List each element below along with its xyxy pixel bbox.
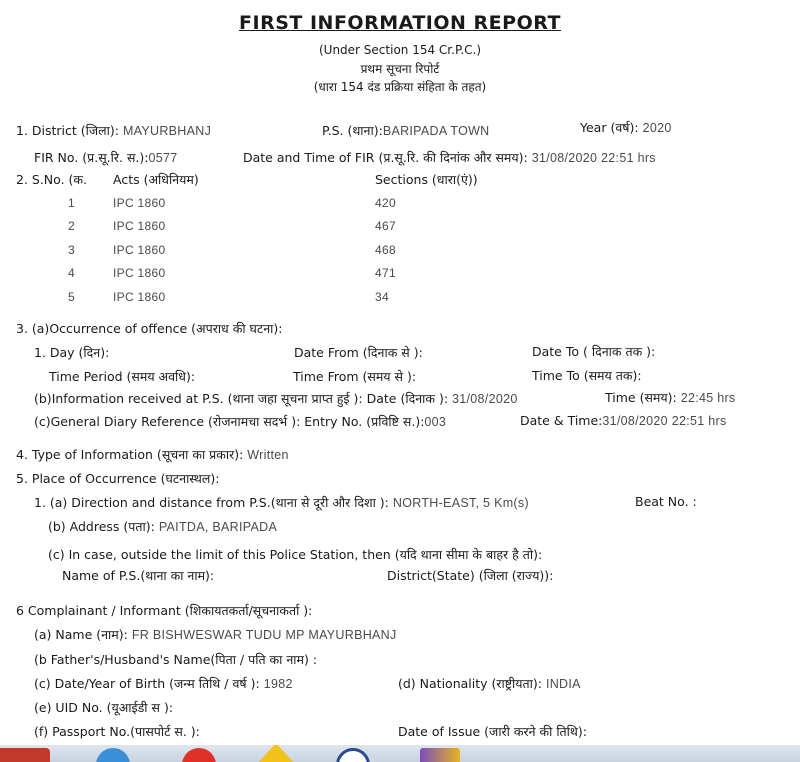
police-station-label: P.S. (थाना): [322, 123, 383, 138]
passport-issue-date-label: Date of Issue (जारी करने की तिथि): [398, 724, 587, 739]
info-received-row [34, 390, 518, 407]
general-diary-label: (c)General Diary Reference (रोजनामचा सदर्भ ): Entry No. (प्रविष्टि स.): [34, 414, 425, 429]
district-value: MAYURBHANJ [122, 124, 212, 138]
direction-distance-row [34, 494, 529, 511]
complainant-name-value: FR BISHWESWAR TUDU MP MAYURBHANJ [131, 628, 397, 642]
direction-distance-value: NORTH-EAST, 5 Km(s) [392, 496, 529, 510]
fir-date-value: 31/08/2020 22:51 hrs [531, 151, 656, 165]
general-diary-datetime: 31/08/2020 22:51 hrs [602, 414, 727, 428]
table-cell-act: IPC 1860 [113, 196, 166, 210]
outside-limit-label: (c) In case, outside the limit of this Police Station, then (यदि थाना सीमा के बाहर है तो): [48, 547, 543, 562]
report-subtitle-section: (Under Section 154 Cr.P.C.) [318, 43, 482, 57]
year-value: 2020 [642, 121, 672, 135]
browser-icon[interactable] [96, 748, 130, 762]
search-icon[interactable] [336, 748, 370, 762]
table-cell-section: 467 [375, 219, 396, 233]
occurrence-day-label: 1. Day (दिन): [34, 345, 110, 360]
occurrence-date-to-label: Date To ( दिनाक तक ): [532, 344, 656, 359]
type-of-information-label: 4. Type of Information (सूचना का प्रकार): [16, 447, 244, 462]
date-of-birth-value: 1982 [263, 677, 293, 691]
star-icon[interactable] [258, 745, 294, 762]
info-received-time: 22:45 hrs [680, 391, 736, 405]
complainant-name-label: (a) Name (नाम): [34, 627, 128, 642]
table-cell-section: 468 [375, 243, 396, 257]
table-cell-section: 471 [375, 266, 396, 280]
direction-distance-label: 1. (a) Direction and distance from P.S.(थाना से दूरी और दिशा ): [34, 495, 389, 510]
district-row [16, 122, 211, 139]
nationality-value: INDIA [545, 677, 581, 691]
acts-header-acts: Acts (अधिनियम) [113, 172, 199, 187]
info-received-time-row [605, 389, 736, 406]
table-cell-section: 420 [375, 196, 396, 210]
report-subtitle-hindi-section: (धारा 154 दंड प्रक्रिया संहिता के तहत) [313, 80, 487, 94]
table-cell-section: 34 [375, 290, 389, 304]
table-cell-act: IPC 1860 [113, 266, 166, 280]
report-title: FIRST INFORMATION REPORT [239, 12, 561, 34]
taskbar [0, 745, 800, 762]
place-of-occurrence-heading: 5. Place of Occurrence (घटनास्थल): [16, 471, 220, 486]
police-station-value: BARIPADA TOWN [382, 124, 490, 138]
complainant-heading: 6 Complainant / Informant (शिकायतकर्ता/सूचनाकर्ता ): [16, 603, 313, 618]
police-station-row [322, 122, 490, 139]
address-value: PAITDA, BARIPADA [158, 520, 278, 534]
year-row [580, 119, 672, 136]
table-cell-sno: 5 [68, 290, 75, 304]
general-diary-entry: 003 [424, 415, 447, 429]
occurrence-time-to-label: Time To (समय तक): [532, 368, 642, 383]
app-red-icon[interactable] [0, 748, 50, 762]
uid-number-label: (e) UID No. (यूआईडी स ): [34, 700, 174, 715]
date-of-birth-row [34, 675, 293, 692]
acts-header-sections: Sections (धारा(एं)) [375, 172, 478, 187]
nationality-label: (d) Nationality (राष्ट्रीयता): [398, 676, 542, 691]
district-label: 1. District (जिला): [16, 123, 119, 138]
complainant-name-row [34, 626, 397, 643]
table-cell-sno: 3 [68, 243, 75, 257]
table-cell-act: IPC 1860 [113, 290, 166, 304]
fir-number-row [34, 149, 177, 166]
occurrence-time-from-label: Time From (समय से ): [293, 369, 417, 384]
outside-district-state-label: District(State) (जिला (राज्य)): [387, 568, 554, 583]
year-label: Year (वर्ष): [580, 120, 639, 135]
general-diary-datetime-row [520, 413, 727, 428]
general-diary-row [34, 413, 446, 430]
address-label: (b) Address (पता): [48, 519, 155, 534]
occurrence-time-period-label: Time Period (समय अवधि): [49, 369, 196, 384]
fir-number-label: FIR No. (प्र.सू.रि. स.): [34, 150, 149, 165]
fir-date-label: Date and Time of FIR (प्र.सू.रि. की दिनांक और समय): [243, 150, 528, 165]
info-received-time-label: Time (समय): [605, 390, 677, 405]
address-row [48, 518, 277, 535]
beat-number-label: Beat No. : [635, 494, 697, 509]
table-cell-act: IPC 1860 [113, 243, 166, 257]
fir-number-value: 0577 [148, 151, 178, 165]
folder-icon[interactable] [420, 748, 460, 762]
type-of-information-row [16, 446, 289, 463]
acts-header-sno: 2. S.No. (क. [16, 172, 87, 187]
outside-ps-name-label: Name of P.S.(थाना का नाम): [62, 568, 215, 583]
type-of-information-value: Written [247, 448, 289, 462]
table-cell-sno: 2 [68, 219, 75, 233]
occurrence-date-from-label: Date From (दिनाक से ): [294, 345, 423, 360]
table-cell-sno: 4 [68, 266, 75, 280]
info-received-label: (b)Information received at P.S. (थाना जहा सूचना प्राप्त हुई ): Date (दिनाक ): [34, 391, 449, 406]
date-of-birth-label: (c) Date/Year of Birth (जन्म तिथि / वर्ष ): [34, 676, 260, 691]
occurrence-heading: 3. (a)Occurrence of offence (अपराध की घटना): [16, 321, 283, 336]
table-cell-sno: 1 [68, 196, 75, 210]
report-subtitle-hindi: प्रथम सूचना रिपोर्ट [360, 62, 440, 76]
father-husband-name-label: (b Father's/Husband's Name(पिता / पति का नाम) : [34, 652, 318, 667]
table-cell-act: IPC 1860 [113, 219, 166, 233]
passport-number-label: (f) Passport No.(पासपोर्ट स. ): [34, 724, 200, 739]
general-diary-datetime-label: Date & Time: [520, 413, 603, 428]
fir-date-row [243, 149, 656, 166]
record-icon[interactable] [182, 748, 216, 762]
nationality-row [398, 675, 581, 692]
info-received-date: 31/08/2020 [452, 392, 518, 406]
